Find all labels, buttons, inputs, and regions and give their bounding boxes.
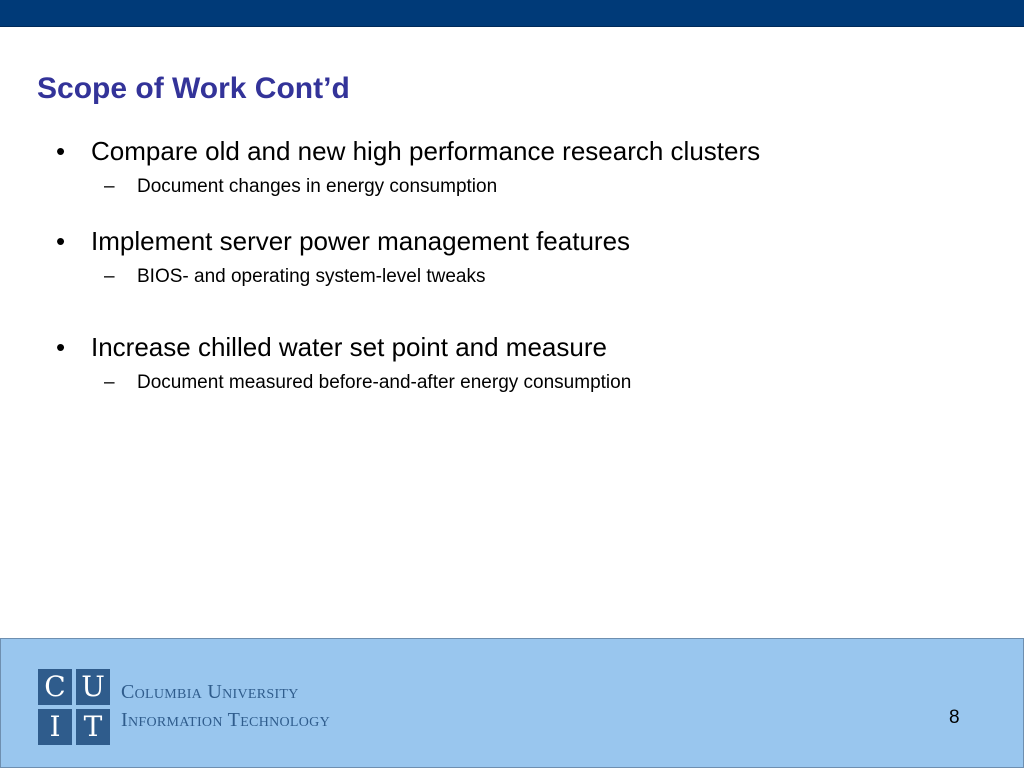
bullet-marker: • bbox=[56, 332, 66, 362]
cuit-logo bbox=[38, 669, 110, 745]
sub-bullet-text: Document changes in energy consumption bbox=[137, 176, 498, 197]
sub-bullet-item-1 bbox=[104, 176, 497, 198]
bullet-item-3 bbox=[56, 332, 607, 363]
sub-bullet-text: Document measured before-and-after energy consumption bbox=[137, 372, 632, 393]
logo-letter-c: C bbox=[38, 669, 72, 705]
footer-band bbox=[0, 638, 1024, 768]
bullet-marker: • bbox=[56, 136, 66, 166]
bullet-item-2 bbox=[56, 226, 630, 257]
sub-bullet-marker: – bbox=[104, 372, 115, 393]
bullet-item-1 bbox=[56, 136, 760, 167]
bullet-text: Increase chilled water set point and measure bbox=[91, 332, 607, 362]
sub-bullet-item-2 bbox=[104, 266, 486, 288]
sub-bullet-text: BIOS- and operating system-level tweaks bbox=[137, 266, 486, 287]
slide-title: Scope of Work Cont’d bbox=[37, 72, 350, 105]
bullet-text: Implement server power management features bbox=[91, 226, 631, 256]
org-name-line-2: Information Technology bbox=[121, 709, 331, 731]
sub-bullet-marker: – bbox=[104, 266, 115, 287]
logo-letter-i: I bbox=[38, 709, 72, 745]
org-name-line-1: Columbia University bbox=[121, 681, 299, 703]
page-number: 8 bbox=[949, 707, 960, 728]
logo-letter-u: U bbox=[76, 669, 110, 705]
bullet-text: Compare old and new high performance research clusters bbox=[91, 136, 761, 166]
sub-bullet-item-3 bbox=[104, 372, 631, 394]
logo-letter-t: T bbox=[76, 709, 110, 745]
bullet-marker: • bbox=[56, 226, 66, 256]
top-header-bar bbox=[0, 0, 1024, 27]
sub-bullet-marker: – bbox=[104, 176, 115, 197]
